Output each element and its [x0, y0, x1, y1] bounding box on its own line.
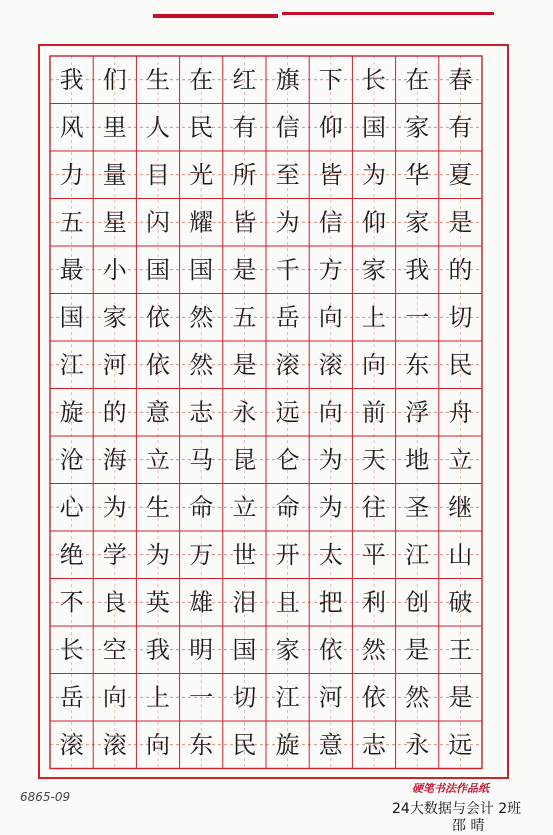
calligraphy-char: 滚	[318, 350, 343, 379]
calligraphy-char: 民	[232, 730, 257, 759]
calligraphy-char: 夏	[448, 160, 473, 189]
calligraphy-char: 旗	[275, 65, 300, 94]
calligraphy-char: 生	[146, 493, 170, 522]
calligraphy-char: 是	[232, 255, 257, 284]
calligraphy-char: 志	[189, 398, 214, 427]
calligraphy-char: 皆	[232, 208, 257, 237]
calligraphy-char: 里	[102, 113, 127, 142]
calligraphy-char: 意	[146, 398, 170, 427]
calligraphy-char: 天	[362, 445, 386, 474]
calligraphy-char: 长	[362, 65, 386, 94]
calligraphy-char: 有	[448, 113, 473, 142]
calligraphy-char: 岳	[275, 303, 300, 332]
calligraphy-char: 五	[59, 208, 84, 237]
calligraphy-char: 利	[362, 588, 386, 617]
calligraphy-char: 舟	[448, 398, 473, 427]
calligraphy-char: 立	[448, 445, 473, 474]
calligraphy-char: 然	[189, 303, 214, 332]
calligraphy-char: 为	[318, 493, 343, 522]
calligraphy-char: 前	[362, 398, 386, 427]
calligraphy-char: 志	[362, 730, 386, 759]
calligraphy-char: 滚	[275, 350, 300, 379]
calligraphy-char: 为	[146, 540, 170, 569]
calligraphy-char: 所	[232, 160, 257, 189]
calligraphy-char: 命	[189, 493, 214, 522]
calligraphy-char: 仑	[275, 445, 300, 474]
calligraphy-char: 国	[146, 255, 170, 284]
calligraphy-char: 空	[102, 635, 127, 664]
calligraphy-char: 的	[102, 398, 127, 427]
calligraphy-char: 在	[189, 65, 214, 94]
calligraphy-char: 河	[318, 683, 343, 712]
calligraphy-char: 切	[448, 303, 473, 332]
calligraphy-char: 向	[318, 303, 343, 332]
calligraphy-char: 雄	[189, 588, 214, 617]
calligraphy-char: 为	[318, 445, 343, 474]
calligraphy-char: 良	[102, 588, 127, 617]
calligraphy-char: 耀	[189, 208, 214, 237]
calligraphy-char: 五	[232, 303, 257, 332]
calligraphy-char: 信	[318, 208, 343, 237]
paper-code: 6865-09	[20, 790, 71, 804]
calligraphy-char: 永	[405, 730, 430, 759]
calligraphy-char: 上	[362, 303, 386, 332]
calligraphy-char: 风	[59, 113, 84, 142]
calligraphy-char: 依	[318, 635, 343, 664]
calligraphy-char: 方	[318, 255, 343, 284]
calligraphy-char: 民	[189, 113, 214, 142]
calligraphy-char: 依	[146, 350, 170, 379]
calligraphy-char: 家	[362, 255, 386, 284]
calligraphy-char: 上	[146, 683, 170, 712]
calligraphy-char: 滚	[59, 730, 84, 759]
calligraphy-char: 立	[232, 493, 257, 522]
calligraphy-char: 生	[146, 65, 170, 94]
calligraphy-char: 的	[448, 255, 473, 284]
calligraphy-char: 红	[232, 65, 257, 94]
calligraphy-char: 至	[275, 160, 300, 189]
calligraphy-char: 民	[448, 350, 473, 379]
calligraphy-char: 目	[146, 160, 170, 189]
calligraphy-char: 江	[275, 683, 300, 712]
calligraphy-char: 小	[102, 255, 127, 284]
calligraphy-char: 世	[232, 540, 257, 569]
calligraphy-char: 沧	[59, 445, 84, 474]
calligraphy-char: 家	[275, 635, 300, 664]
calligraphy-char: 信	[275, 113, 300, 142]
calligraphy-char: 家	[102, 303, 127, 332]
calligraphy-char: 马	[189, 445, 214, 474]
calligraphy-char: 泪	[232, 588, 257, 617]
calligraphy-char: 为	[275, 208, 300, 237]
calligraphy-char: 长	[59, 635, 84, 664]
calligraphy-char: 往	[362, 493, 386, 522]
calligraphy-char: 立	[146, 445, 170, 474]
calligraphy-char: 为	[102, 493, 127, 522]
calligraphy-char: 下	[318, 65, 343, 94]
calligraphy-char: 国	[189, 255, 214, 284]
calligraphy-char: 命	[275, 493, 300, 522]
calligraphy-char: 国	[232, 635, 257, 664]
calligraphy-char: 滚	[102, 730, 127, 759]
calligraphy-char: 仰	[362, 208, 386, 237]
calligraphy-char: 向	[102, 683, 127, 712]
author-name: 邵 晴	[452, 818, 485, 834]
calligraphy-char: 皆	[318, 160, 343, 189]
calligraphy-char: 海	[102, 445, 127, 474]
calligraphy-char: 光	[189, 160, 214, 189]
calligraphy-char: 岳	[59, 683, 84, 712]
calligraphy-char: 我	[146, 635, 170, 664]
calligraphy-char: 浮	[405, 398, 430, 427]
calligraphy-char: 把	[318, 588, 343, 617]
class-info: 24大数据与会计 2班	[392, 801, 522, 817]
calligraphy-char: 为	[362, 160, 386, 189]
calligraphy-char: 一	[189, 683, 214, 712]
calligraphy-char: 心	[59, 493, 84, 522]
calligraphy-char: 依	[362, 683, 386, 712]
calligraphy-char: 远	[448, 730, 473, 759]
calligraphy-char: 远	[275, 398, 300, 427]
calligraphy-char: 开	[275, 540, 300, 569]
calligraphy-char: 东	[189, 730, 214, 759]
calligraphy-char: 最	[59, 255, 84, 284]
calligraphy-char: 家	[405, 113, 430, 142]
calligraphy-char: 学	[102, 540, 127, 569]
calligraphy-char: 依	[146, 303, 170, 332]
calligraphy-char: 河	[102, 350, 127, 379]
calligraphy-char: 是	[448, 208, 473, 237]
calligraphy-char: 江	[59, 350, 84, 379]
paper-brand: 硬笔书法作品纸	[412, 782, 489, 795]
calligraphy-char: 闪	[146, 208, 170, 237]
calligraphy-char: 山	[448, 540, 473, 569]
calligraphy-char: 然	[189, 350, 214, 379]
calligraphy-char: 国	[362, 113, 386, 142]
calligraphy-char: 平	[362, 540, 386, 569]
calligraphy-char: 破	[448, 588, 473, 617]
calligraphy-char: 英	[146, 588, 170, 617]
calligraphy-char: 量	[102, 160, 127, 189]
calligraphy-char: 意	[318, 730, 343, 759]
calligraphy-char: 春	[448, 65, 473, 94]
calligraphy-char: 星	[102, 208, 127, 237]
calligraphy-char: 绝	[59, 540, 84, 569]
calligraphy-char: 东	[405, 350, 430, 379]
calligraphy-char: 昆	[232, 445, 257, 474]
calligraphy-char: 有	[232, 113, 257, 142]
calligraphy-char: 太	[318, 540, 343, 569]
calligraphy-char: 切	[232, 683, 257, 712]
calligraphy-char: 圣	[405, 493, 430, 522]
calligraphy-char: 明	[189, 635, 214, 664]
calligraphy-char: 国	[59, 303, 84, 332]
calligraphy-char: 不	[59, 588, 84, 617]
calligraphy-char: 人	[146, 113, 170, 142]
calligraphy-char: 江	[405, 540, 430, 569]
calligraphy-char: 千	[275, 255, 300, 284]
calligraphy-char: 王	[448, 635, 473, 664]
calligraphy-char: 向	[362, 350, 386, 379]
calligraphy-char: 我	[405, 255, 430, 284]
calligraphy-char: 创	[405, 588, 430, 617]
calligraphy-char: 旋	[275, 730, 300, 759]
calligraphy-char: 家	[405, 208, 430, 237]
calligraphy-char: 华	[405, 160, 430, 189]
calligraphy-char: 们	[102, 65, 127, 94]
calligraphy-char: 向	[146, 730, 170, 759]
calligraphy-char: 继	[448, 493, 473, 522]
calligraphy-char: 地	[405, 445, 430, 474]
calligraphy-char: 一	[405, 303, 430, 332]
calligraphy-char: 向	[318, 398, 343, 427]
calligraphy-char: 万	[189, 540, 214, 569]
calligraphy-char: 旋	[59, 398, 84, 427]
calligraphy-char: 永	[232, 398, 257, 427]
calligraphy-char: 且	[275, 588, 300, 617]
calligraphy-char: 是	[448, 683, 473, 712]
calligraphy-char: 力	[59, 160, 84, 189]
calligraphy-char: 仰	[318, 113, 343, 142]
calligraphy-char: 然	[405, 683, 430, 712]
calligraphy-char: 我	[59, 65, 84, 94]
calligraphy-char: 在	[405, 65, 430, 94]
calligraphy-char: 是	[232, 350, 257, 379]
calligraphy-char: 是	[405, 635, 430, 664]
calligraphy-char: 然	[362, 635, 386, 664]
